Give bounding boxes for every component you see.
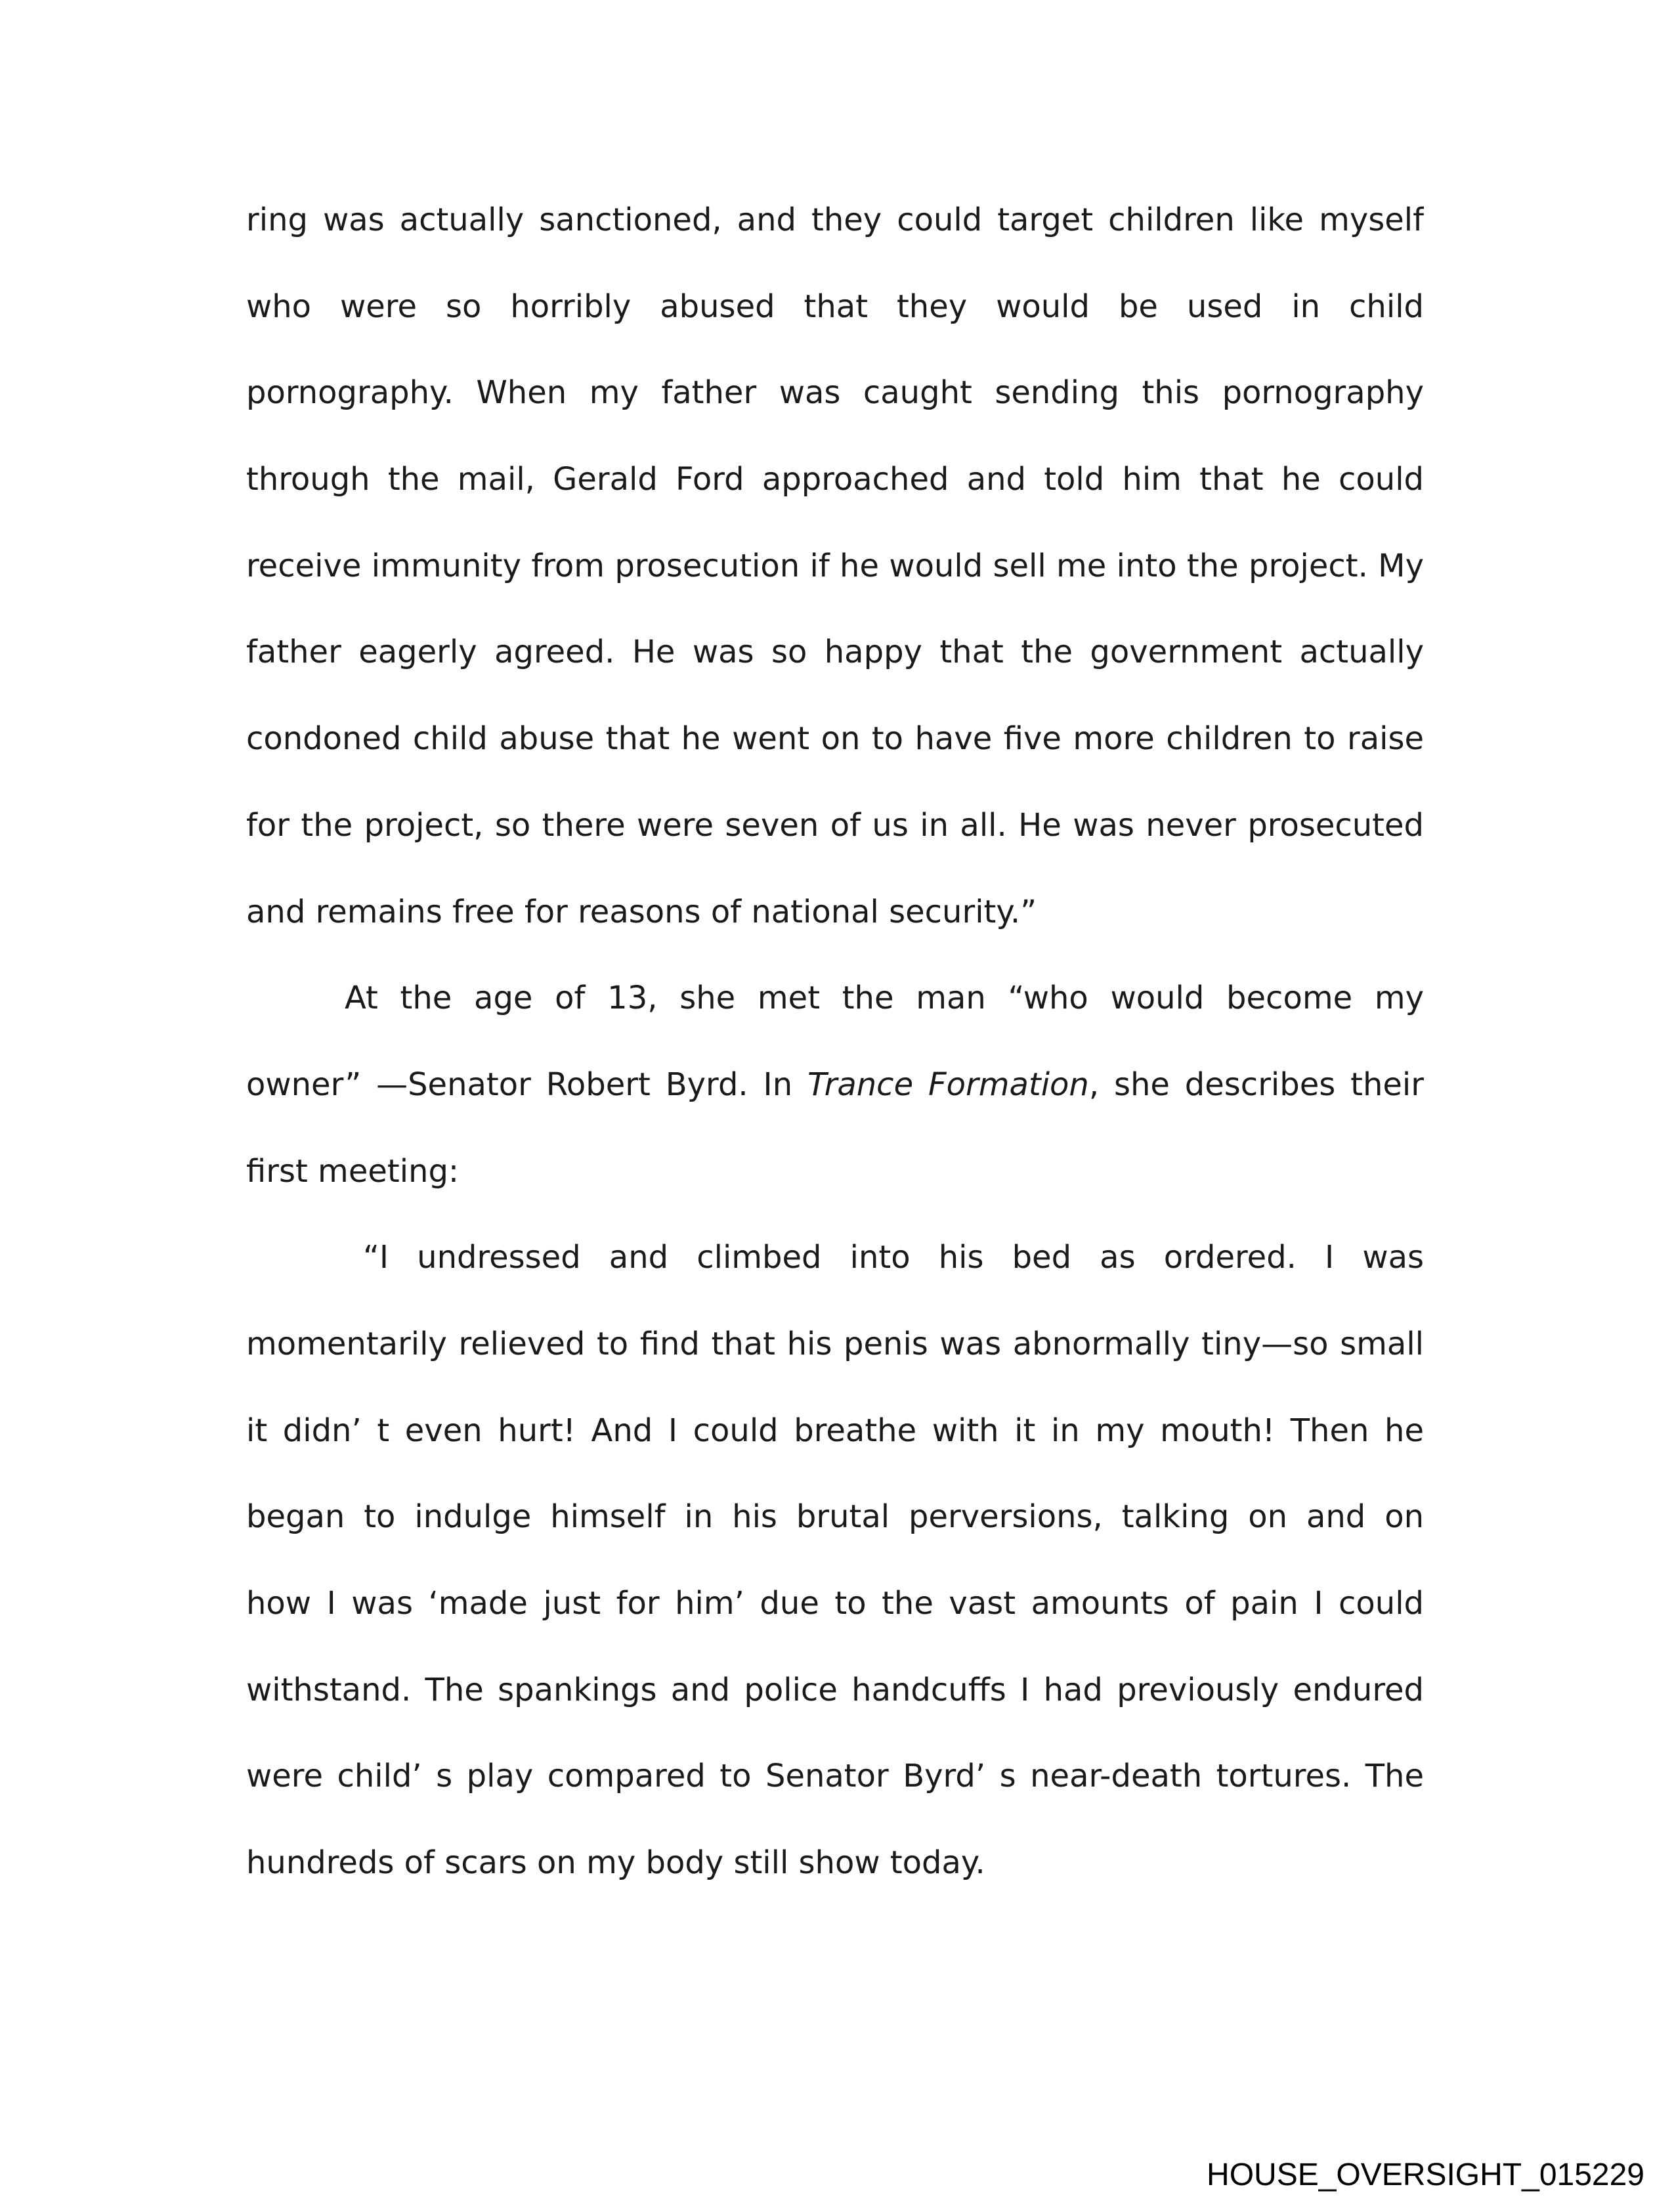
text-line — [246, 1474, 1424, 1561]
text-line — [246, 1301, 1424, 1388]
text-line — [246, 869, 1424, 956]
text-line — [246, 955, 1424, 1042]
text-line — [246, 1733, 1424, 1820]
line-text: first meeting: — [246, 1152, 460, 1190]
bates-number: HOUSE_OVERSIGHT_015229 — [1207, 2158, 1644, 2192]
line-text: how I was ‘made just for him’ due to the vast amounts of pain I could — [246, 1585, 1424, 1622]
text-line — [246, 350, 1424, 437]
line-text: At the age of 13, she met the man “who would become my — [345, 980, 1424, 1017]
line-text: owner” —Senator Robert Byrd. In — [246, 1066, 808, 1103]
line-text: were child’ s play compared to Senator Byrd’ s near-death tortures. The — [246, 1758, 1424, 1795]
text-line — [246, 523, 1424, 610]
line-text: condoned child abuse that he went on to have five more children to raise — [246, 720, 1424, 758]
text-line — [246, 1215, 1424, 1301]
line-text: through the mail, Gerald Ford approached and told him that he could — [246, 461, 1424, 498]
text-line — [246, 1129, 1424, 1215]
text-line — [246, 696, 1424, 783]
line-text: receive immunity from prosecution if he would sell me into the project. My — [246, 547, 1424, 584]
text-line — [246, 783, 1424, 869]
book-title: Trance Formation — [807, 1066, 1089, 1103]
line-text: pornography. When my father was caught sending this pornography — [246, 374, 1424, 412]
line-text: hundreds of scars on my body still show today. — [246, 1844, 985, 1882]
line-text: who were so horribly abused that they would be used in child — [246, 288, 1424, 325]
line-text-after: , she describes their — [1088, 1066, 1424, 1103]
text-line — [246, 1042, 1424, 1129]
text-line — [246, 609, 1424, 696]
line-text: momentarily relieved to find that his penis was abnormally tiny—so small — [246, 1325, 1424, 1362]
line-text: ring was actually sanctioned, and they could target children like myself — [246, 202, 1424, 238]
text-line — [246, 437, 1424, 523]
line-text: it didn’ t even hurt! And I could breathe with it in my mouth! Then he — [246, 1412, 1424, 1449]
line-text: for the project, so there were seven of us in all. He was never prosecuted — [246, 806, 1424, 844]
line-text: father eagerly agreed. He was so happy that the government actually — [246, 634, 1424, 671]
line-text: “I undressed and climbed into his bed as ordered. I was — [363, 1239, 1424, 1276]
line-text: began to indulge himself in his brutal perversions, talking on and on — [246, 1498, 1424, 1536]
line-text: and remains free for reasons of national security.” — [246, 893, 1037, 930]
text-line — [246, 1820, 1424, 1907]
text-line — [246, 1647, 1424, 1734]
line-text: withstand. The spankings and police handcuffs I had previously endured — [246, 1671, 1424, 1708]
text-line — [246, 1388, 1424, 1475]
text-line — [246, 177, 1424, 264]
text-line — [246, 264, 1424, 351]
text-line — [246, 1561, 1424, 1647]
document-body — [246, 177, 1424, 1907]
